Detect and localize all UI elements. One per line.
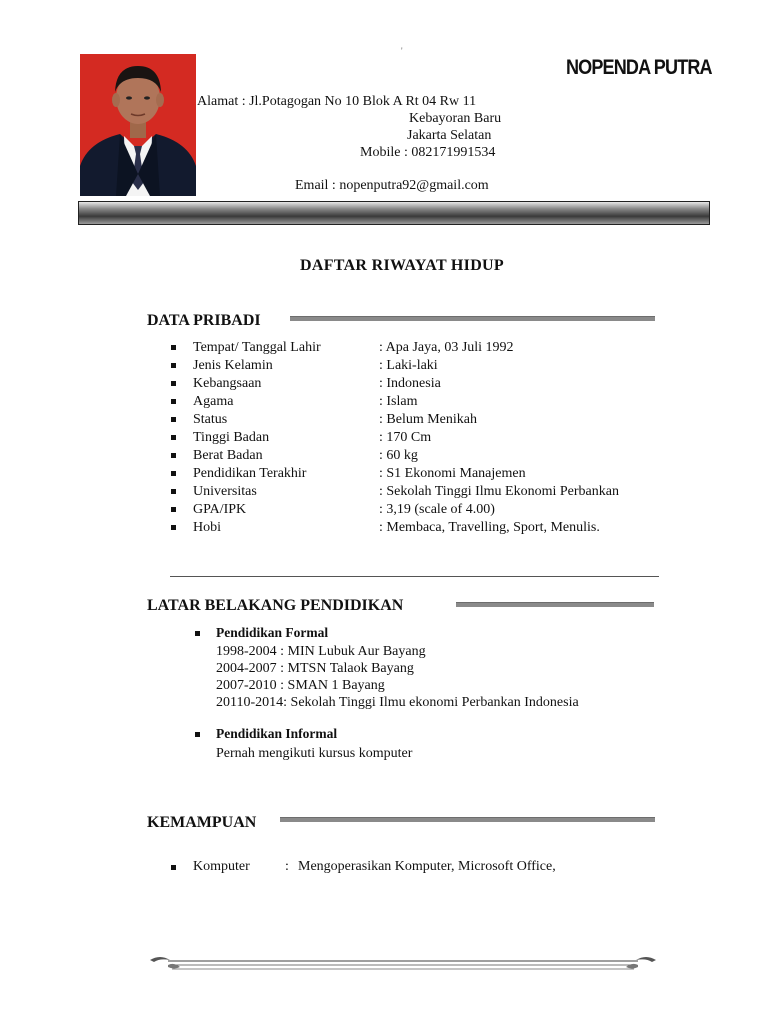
item-label: Hobi bbox=[193, 520, 221, 535]
item-label: Tinggi Badan bbox=[193, 430, 270, 445]
section-rule bbox=[290, 316, 655, 321]
bullet-icon bbox=[195, 732, 200, 737]
bullet-icon bbox=[171, 865, 176, 870]
item-value: : Indonesia bbox=[379, 376, 441, 391]
document-title: DAFTAR RIWAYAT HIDUP bbox=[300, 257, 504, 274]
address-line-1: Alamat : Jl.Potagogan No 10 Blok A Rt 04 Rw 11 bbox=[197, 94, 477, 109]
item-value: : Sekolah Tinggi Ilmu Ekonomi Perbankan bbox=[379, 484, 619, 499]
item-value: : 170 Cm bbox=[379, 430, 432, 445]
bullet-icon bbox=[171, 525, 176, 530]
item-label: Berat Badan bbox=[193, 448, 263, 463]
section-rule bbox=[456, 602, 654, 607]
item-value: : S1 Ekonomi Manajemen bbox=[379, 466, 526, 481]
bullet-icon bbox=[171, 399, 176, 404]
section-divider bbox=[170, 576, 659, 577]
education-entry: 1998-2004 : MIN Lubuk Aur Bayang bbox=[216, 644, 426, 659]
informal-education-heading: Pendidikan Informal bbox=[216, 726, 338, 741]
section-heading-pendidikan: LATAR BELAKANG PENDIDIKAN bbox=[147, 597, 404, 614]
item-label: Kebangsaan bbox=[193, 376, 262, 391]
section-rule bbox=[280, 817, 655, 822]
skill-value: Mengoperasikan Komputer, Microsoft Office, bbox=[298, 859, 556, 874]
header-mark: ' bbox=[401, 46, 403, 56]
formal-education-heading: Pendidikan Formal bbox=[216, 625, 329, 640]
item-label: Jenis Kelamin bbox=[193, 358, 273, 373]
address-line-3: Jakarta Selatan bbox=[407, 128, 492, 143]
bullet-icon bbox=[171, 471, 176, 476]
item-label: Tempat/ Tanggal Lahir bbox=[193, 340, 321, 355]
header-banner-bar bbox=[78, 201, 710, 225]
bullet-icon bbox=[171, 489, 176, 494]
mobile-number: Mobile : 082171991534 bbox=[360, 145, 496, 160]
profile-photo bbox=[80, 54, 196, 196]
bullet-icon bbox=[171, 507, 176, 512]
item-value: : Islam bbox=[379, 394, 418, 409]
item-label: Status bbox=[193, 412, 228, 427]
education-entry: 20110-2014: Sekolah Tinggi Ilmu ekonomi Perbankan Indonesia bbox=[216, 695, 579, 710]
item-value: : Belum Menikah bbox=[379, 412, 477, 427]
bullet-icon bbox=[171, 381, 176, 386]
email-address: Email : nopenputra92@gmail.com bbox=[295, 178, 489, 193]
bullet-icon bbox=[171, 417, 176, 422]
bullet-icon bbox=[171, 363, 176, 368]
education-entry: Pernah mengikuti kursus komputer bbox=[216, 746, 413, 761]
footer-ornament bbox=[146, 952, 660, 976]
bullet-icon bbox=[171, 435, 176, 440]
item-label: Agama bbox=[193, 394, 234, 409]
skill-label: Komputer bbox=[193, 859, 250, 874]
section-heading-data-pribadi: DATA PRIBADI bbox=[147, 312, 261, 329]
item-value: : 3,19 (scale of 4.00) bbox=[379, 502, 495, 517]
education-entry: 2004-2007 : MTSN Talaok Bayang bbox=[216, 661, 414, 676]
item-label: GPA/IPK bbox=[193, 502, 247, 517]
applicant-name: NOPENDA PUTRA bbox=[566, 56, 712, 79]
section-heading-kemampuan: KEMAMPUAN bbox=[147, 814, 257, 831]
item-value: : Laki-laki bbox=[379, 358, 438, 373]
bullet-icon bbox=[171, 345, 176, 350]
bullet-icon bbox=[171, 453, 176, 458]
skill-colon: : bbox=[285, 859, 289, 874]
address-line-2: Kebayoran Baru bbox=[409, 111, 502, 126]
item-value: : Membaca, Travelling, Sport, Menulis. bbox=[379, 520, 600, 535]
education-entry: 2007-2010 : SMAN 1 Bayang bbox=[216, 678, 385, 693]
bullet-icon bbox=[195, 631, 200, 636]
item-label: Universitas bbox=[193, 484, 257, 499]
item-value: : Apa Jaya, 03 Juli 1992 bbox=[379, 340, 514, 355]
item-value: : 60 kg bbox=[379, 448, 418, 463]
item-label: Pendidikan Terakhir bbox=[193, 466, 307, 481]
